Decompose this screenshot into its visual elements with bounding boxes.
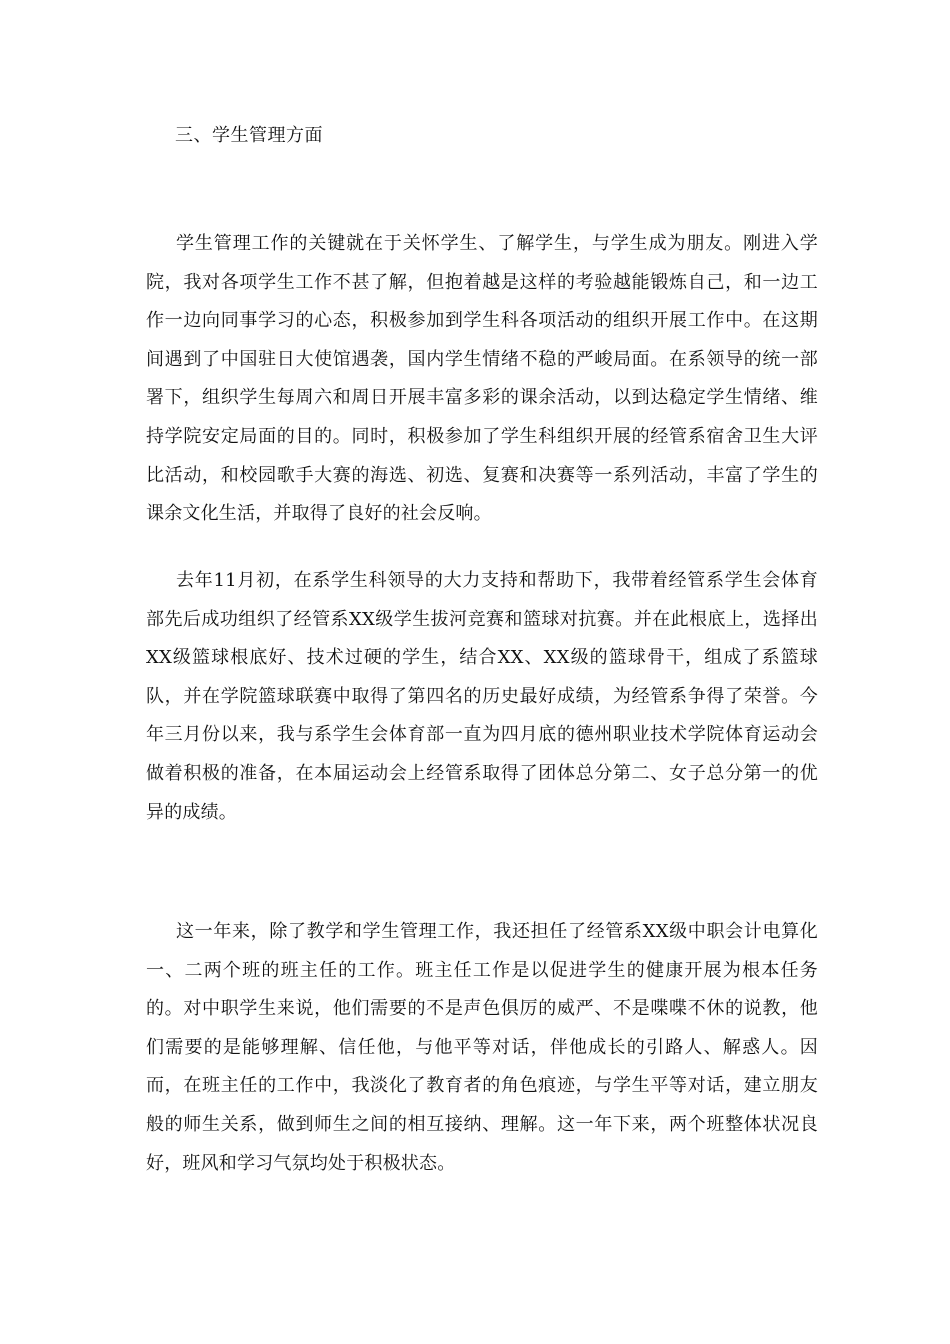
section-heading: 三、学生管理方面: [175, 125, 323, 146]
paragraph-student-management: 学生管理工作的关键就在于关怀学生、了解学生，与学生成为朋友。刚进入学院，我对各项学生工作不甚了解，但抱着越是这样的考验越能锻炼自己，和一边工作一边向同事学习的心态，积极参加到学生科各项活动的组织开展工作中。在这期间遇到了中国驻日大使馆遇袭，国内学生情绪不稳的严峻局面。在系领导的统一部署下，组织学生每周六和周日开展丰富多彩的课余活动，以到达稳定学生情绪、维持学院安定局面的目的。同时，积极参加了学生科组织开展的经管系宿舍卫生大评比活动，和校园歌手大赛的海选、初选、复赛和决赛等一系列活动，丰富了学生的课余文化生活，并取得了良好的社会反响。: [146, 233, 818, 525]
paragraph-head-teacher: 这一年来，除了教学和学生管理工作，我还担任了经管系XX级中职会计电算化一、二两个班的班主任的工作。班主任工作是以促进学生的健康开展为根本任务的。对中职学生来说，他们需要的不是声色俱厉的威严、不是喋喋不休的说教，他们需要的是能够理解、信任他，与他平等对话，伴他成长的引路人、解惑人。因而，在班主任的工作中，我淡化了教育者的角色痕迹，与学生平等对话，建立朋友般的师生关系，做到师生之间的相互接纳、理解。这一年下来，两个班整体状况良好，班风和学习气氛均处于积极状态。: [146, 921, 818, 1174]
paragraph-sports-activities: 去年11月初，在系学生科领导的大力支持和帮助下，我带着经管系学生会体育部先后成功组织了经管系XX级学生拔河竞赛和篮球对抗赛。并在此根底上，选择出XX级篮球根底好、技术过硬的学生，结合XX、XX级的篮球骨干，组成了系篮球队，并在学院篮球联赛中取得了第四名的历史最好成绩，为经管系争得了荣誉。今年三月份以来，我与系学生会体育部一直为四月底的德州职业技术学院体育运动会做着积极的准备，在本届运动会上经管系取得了团体总分第二、女子总分第一的优异的成绩。: [146, 570, 818, 823]
